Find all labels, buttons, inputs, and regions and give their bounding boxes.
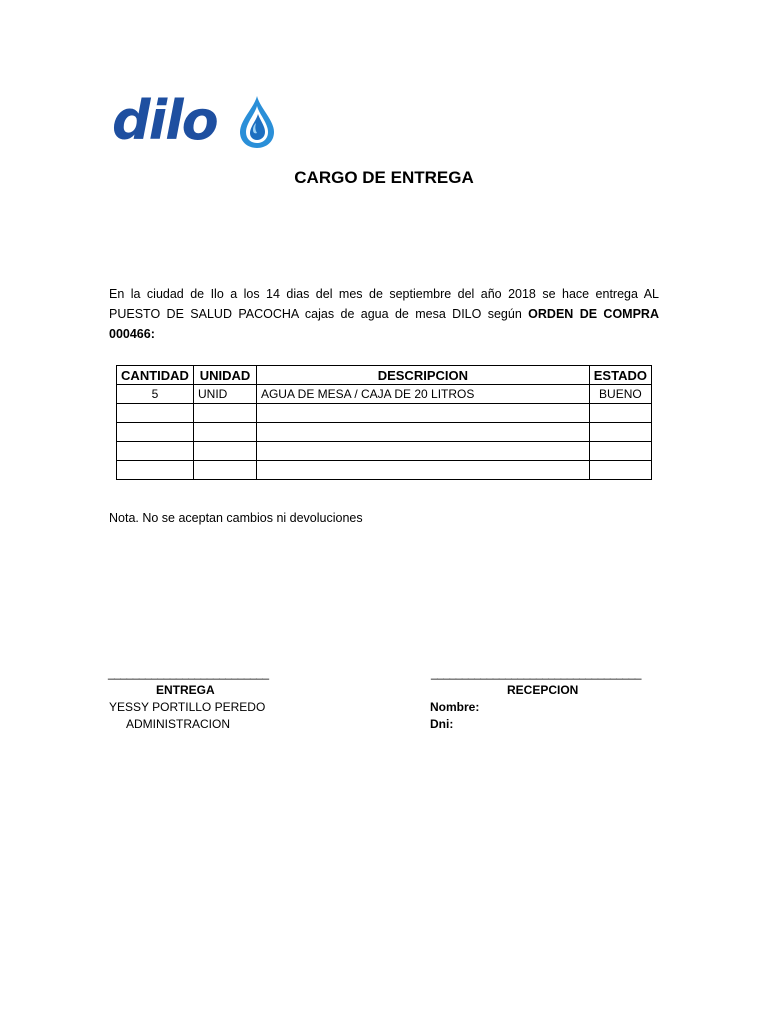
cell-estado <box>589 423 651 442</box>
document-title: CARGO DE ENTREGA <box>294 168 474 187</box>
table-row <box>117 404 652 423</box>
purchase-order-reference: ORDEN DE COMPRA 000466: <box>109 307 659 341</box>
cell-descripcion <box>256 461 589 480</box>
cell-descripcion: AGUA DE MESA / CAJA DE 20 LITROS <box>256 385 589 404</box>
deliverer-role: ADMINISTRACION <box>126 717 231 731</box>
cell-estado <box>589 461 651 480</box>
table-row <box>117 461 652 480</box>
cell-estado: BUENO <box>589 385 651 404</box>
table-row <box>117 423 652 442</box>
header-unidad: UNIDAD <box>193 366 256 385</box>
receiver-dni-label: Dni: <box>430 717 454 731</box>
delivery-paragraph <box>109 284 659 344</box>
cell-unidad <box>193 442 256 461</box>
company-logo <box>108 88 283 154</box>
cell-cantidad <box>117 461 194 480</box>
paragraph-line-1: En la ciudad de Ilo a los 14 dias del mes de septiembre del año 2018 se hace entrega AL <box>109 287 659 301</box>
cell-unidad: UNID <box>193 385 256 404</box>
cell-descripcion <box>256 404 589 423</box>
paragraph-line-2: PUESTO DE SALUD PACOCHA cajas de agua de mesa DILO según <box>109 307 529 321</box>
cell-cantidad <box>117 423 194 442</box>
table-header-row <box>117 366 652 385</box>
table-row <box>117 442 652 461</box>
cell-descripcion <box>256 423 589 442</box>
cell-cantidad <box>117 442 194 461</box>
cell-estado <box>589 404 651 423</box>
water-drop-icon <box>236 94 278 150</box>
cell-unidad <box>193 461 256 480</box>
cell-estado <box>589 442 651 461</box>
table-row <box>117 385 652 404</box>
header-estado: ESTADO <box>589 366 651 385</box>
right-signature-line: __________________________________ <box>431 666 641 680</box>
left-signature-line: __________________________ <box>108 666 269 680</box>
cell-unidad <box>193 404 256 423</box>
returns-note: Nota. No se aceptan cambios ni devoluciones <box>109 511 363 525</box>
header-cantidad: CANTIDAD <box>117 366 194 385</box>
header-descripcion: DESCRIPCION <box>256 366 589 385</box>
logo-text: dilo <box>112 89 217 152</box>
cell-descripcion <box>256 442 589 461</box>
recepcion-label: RECEPCION <box>507 683 579 697</box>
receiver-name-label: Nombre: <box>430 700 480 714</box>
entrega-label: ENTREGA <box>156 683 215 697</box>
delivery-items-table <box>116 365 652 480</box>
deliverer-name: YESSY PORTILLO PEREDO <box>109 700 266 714</box>
cell-cantidad: 5 <box>117 385 194 404</box>
cell-cantidad <box>117 404 194 423</box>
cell-unidad <box>193 423 256 442</box>
